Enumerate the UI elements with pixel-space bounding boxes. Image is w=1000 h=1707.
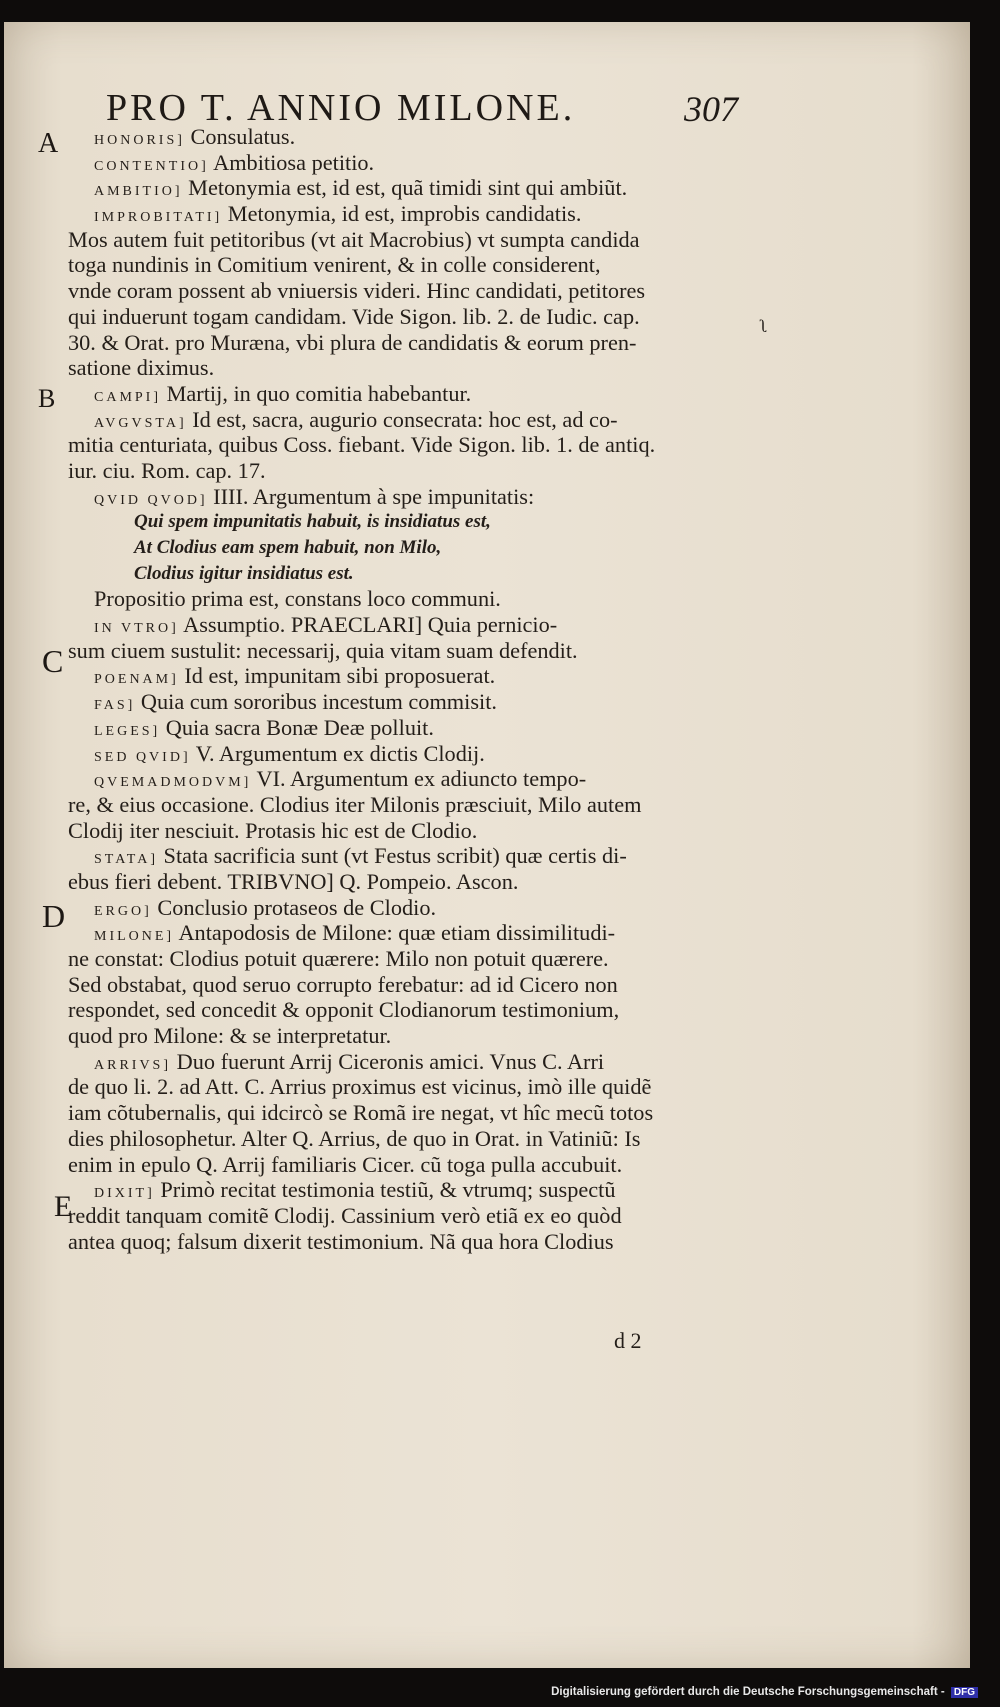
syllogism-text: Clodius igitur insidiatus est.	[134, 562, 354, 584]
text-line	[68, 1100, 748, 1126]
line-text: respondet, sed concedit & opponit Clodianorum testimonium,	[68, 997, 620, 1023]
line-text: Mos autem fuit petitoribus (vt ait Macrobius) vt sumpta candida	[68, 226, 640, 252]
lemma: IMPROBITATI]	[94, 210, 223, 226]
line-text: sum ciuem sustulit: necessarij, quia vitam suam defendit.	[68, 637, 578, 663]
text-line	[68, 355, 748, 381]
margin-marker-c: C	[42, 643, 64, 679]
running-head: PRO T. ANNIO MILONE.	[106, 87, 576, 129]
line-text: IIII. Argumentum à spe impunitatis:	[207, 483, 535, 509]
line-text: Quia sacra Bonæ Deæ polluit.	[160, 714, 434, 740]
text-line	[68, 278, 748, 304]
line-text: Antapodosis de Milone: quæ etiam dissimilitudi-	[174, 920, 616, 946]
line-text: re, & eius occasione. Clodius iter Milonis præsciuit, Milo autem	[68, 791, 642, 817]
digitization-credit	[551, 1686, 978, 1698]
line-text: Primò recitat testimonia testiũ, & vtrumq; suspectũ	[154, 1177, 616, 1203]
text-line	[68, 1177, 748, 1203]
line-text: Assumptio. PRAECLARI] Quia pernicio-	[178, 612, 558, 638]
text-line	[68, 124, 748, 150]
text-line	[68, 227, 748, 253]
lemma: LEGES]	[94, 723, 161, 739]
text-line	[68, 1023, 748, 1049]
lemma: DIXIT]	[94, 1186, 155, 1202]
page-number: 307	[684, 89, 738, 129]
line-text: iur. ciu. Rom. cap. 17.	[68, 457, 266, 483]
line-text: Sed obstabat, quod seruo corrupto ferebatur: ad id Cicero non	[68, 971, 618, 997]
line-text: Martij, in quo comitia habebantur.	[161, 380, 472, 406]
text-line	[68, 818, 748, 844]
text-line	[68, 638, 748, 664]
line-text: V. Argumentum ex dictis Clodij.	[190, 740, 485, 766]
text-line	[68, 920, 748, 946]
syllogism-text: Qui spem impunitatis habuit, is insidiatus est,	[134, 511, 491, 533]
margin-marker-a: A	[38, 128, 59, 159]
text-line	[68, 741, 748, 767]
text-line	[68, 663, 748, 689]
lemma: POENAM]	[94, 672, 179, 688]
line-text: Clodij iter nesciuit. Protasis hic est de Clodio.	[68, 817, 478, 843]
line-text: ebus fieri debent. TRIBVNO] Q. Pompeio. Ascon.	[68, 868, 519, 894]
line-text: toga nundinis in Comitium venirent, & in colle considerent,	[68, 252, 601, 278]
line-text: vnde coram possent ab vniuersis videri. Hinc candidati, petitores	[68, 278, 646, 304]
line-text: Id est, impunitam sibi proposuerat.	[178, 663, 496, 689]
margin-mark: ʅ	[760, 316, 768, 336]
syllogism-text: At Clodius eam spem habuit, non Milo,	[134, 537, 442, 558]
line-text: dies philosophetur. Alter Q. Arrius, de quo in Orat. in Vatiniũ: Is	[68, 1125, 641, 1151]
line-text: satione diximus.	[68, 355, 215, 381]
text-line	[68, 689, 748, 715]
line-text: Duo fuerunt Arrij Ciceronis amici. Vnus C. Arri	[171, 1048, 605, 1074]
text-line	[68, 586, 748, 612]
text-line	[68, 792, 748, 818]
text-line	[68, 1229, 748, 1255]
text-line	[68, 484, 748, 510]
margin-marker-e: E	[54, 1190, 73, 1223]
text-line	[68, 381, 748, 407]
line-text: Propositio prima est, constans loco communi.	[94, 586, 501, 612]
margin-marker-d: D	[42, 898, 66, 934]
line-text: Consulatus.	[184, 124, 296, 149]
line-text: Metonymia, id est, improbis candidatis.	[222, 201, 582, 227]
line-text: de quo li. 2. ad Att. C. Arrius proximus est vicinus, imò ille quidẽ	[68, 1074, 652, 1100]
text-line	[68, 201, 748, 227]
syllogism-line	[68, 509, 748, 535]
lemma: STATA]	[94, 852, 158, 868]
syllogism-line	[68, 535, 748, 561]
text-line	[68, 766, 748, 792]
lemma: QVEMADMODVM]	[94, 775, 252, 791]
text-line	[68, 843, 748, 869]
text-line	[68, 946, 748, 972]
text-line	[68, 869, 748, 895]
text-line	[68, 1152, 748, 1178]
line-text: quod pro Milone: & se interpretatur.	[68, 1023, 392, 1049]
line-text: Id est, sacra, augurio consecrata: hoc est, ad co-	[186, 406, 618, 432]
text-line	[68, 175, 748, 201]
lemma: HONORIS]	[94, 133, 185, 148]
text-line	[68, 1074, 748, 1100]
lemma: ARRIVS]	[94, 1057, 172, 1073]
line-text: Conclusio protaseos de Clodio.	[151, 894, 437, 920]
lemma: MILONE]	[94, 929, 175, 945]
text-line	[68, 972, 748, 998]
dfg-logo: DFG	[951, 1687, 978, 1698]
text-line	[68, 1203, 748, 1229]
text-line	[68, 997, 748, 1023]
line-text: 30. & Orat. pro Muræna, vbi plura de candidatis & eorum pren-	[68, 329, 637, 355]
line-text: Metonymia est, id est, quã timidi sint qui ambiũt.	[182, 175, 628, 201]
text-line	[68, 407, 748, 433]
line-text: VI. Argumentum ex adiuncto tempo-	[251, 766, 587, 792]
line-text: iam cõtubernalis, qui idcircò se Romã ire negat, vt hîc mecũ totos	[68, 1100, 654, 1126]
text-line	[68, 1126, 748, 1152]
text-line	[68, 150, 748, 176]
line-text: Stata sacrificia sunt (vt Festus scribit) quæ certis di-	[157, 843, 627, 869]
text-line	[68, 304, 748, 330]
line-text: Ambitiosa petitio.	[208, 149, 375, 175]
text-line	[68, 612, 748, 638]
line-text: antea quoq; falsum dixerit testimonium. Nã qua hora Clodius	[68, 1228, 614, 1254]
lemma: QVID QVOD]	[94, 492, 208, 508]
line-text: reddit tanquam comitẽ Clodij. Cassinium verò etiã ex eo quòd	[68, 1202, 622, 1228]
lemma: AMBITIO]	[94, 184, 183, 200]
lemma: ERGO]	[94, 903, 152, 919]
text-line	[68, 252, 748, 278]
text-line	[68, 1049, 748, 1075]
line-text: enim in epulo Q. Arrij familiaris Cicer. cũ toga pulla accubuit.	[68, 1151, 623, 1177]
commentary-text	[68, 124, 748, 1254]
text-line	[68, 715, 748, 741]
text-line	[68, 330, 748, 356]
lemma: FAS]	[94, 698, 136, 714]
lemma: AVGVSTA]	[94, 415, 187, 431]
text-line	[68, 895, 748, 921]
line-text: mitia centuriata, quibus Coss. fiebant. Vide Sigon. lib. 1. de antiq.	[68, 432, 656, 458]
text-line	[68, 458, 748, 484]
line-text: Quia cum sororibus incestum commisit.	[135, 689, 497, 715]
syllogism-line	[68, 561, 748, 587]
lemma: CAMPI]	[94, 389, 162, 405]
signature-mark: d 2	[614, 1328, 642, 1353]
lemma: SED QVID]	[94, 749, 191, 765]
line-text: ne constat: Clodius potuit quærere: Milo non potuit quærere.	[68, 946, 609, 971]
margin-marker-b: B	[38, 384, 56, 413]
lemma: IN VTRO]	[94, 621, 179, 637]
credit-text: Digitalisierung gefördert durch die Deutsche Forschungsgemeinschaft -	[551, 1686, 945, 1698]
lemma: CONTENTIO]	[94, 158, 209, 174]
text-line	[68, 432, 748, 458]
line-text: qui induerunt togam candidam. Vide Sigon. lib. 2. de Iudic. cap.	[68, 303, 640, 329]
